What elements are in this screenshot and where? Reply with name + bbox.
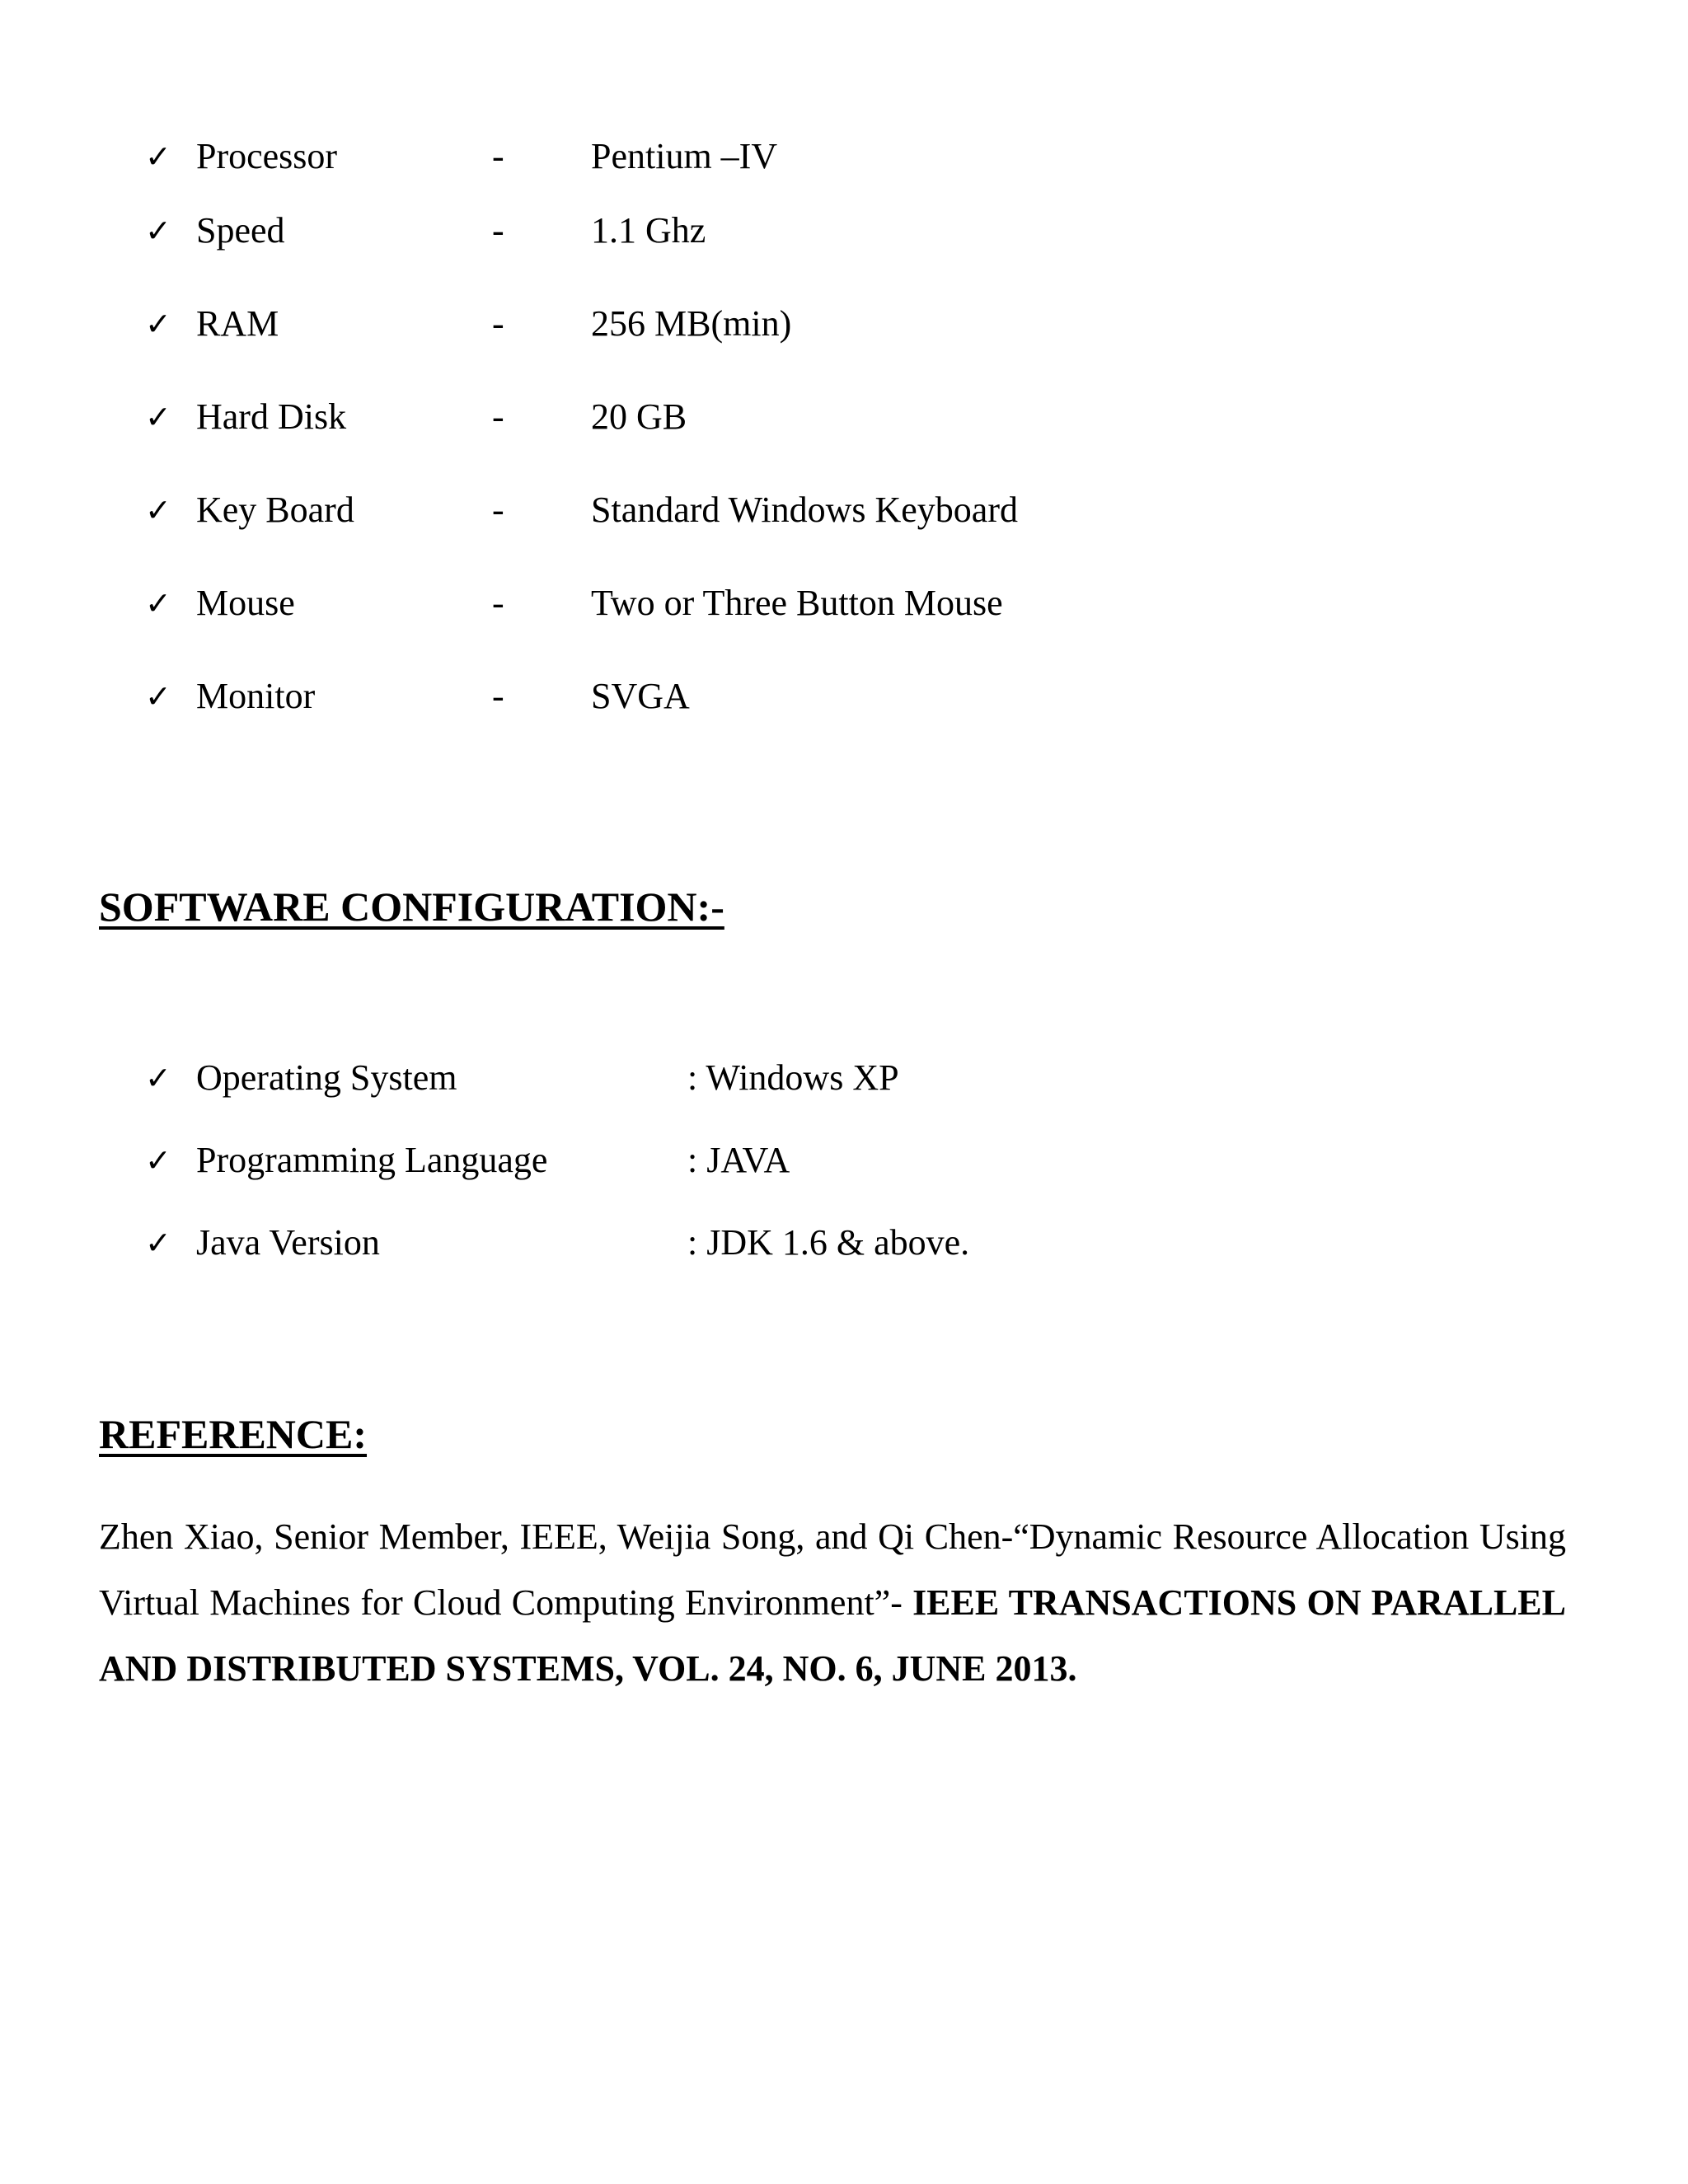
hardware-item [0, 394, 1688, 440]
hardware-item [0, 208, 1688, 254]
software-item [0, 1137, 1688, 1183]
hardware-item [0, 301, 1688, 347]
hardware-separator: - [492, 676, 504, 716]
hardware-separator: - [492, 583, 504, 623]
software-label: Java Version [196, 1222, 380, 1263]
checkmark-icon: ✓ [145, 1142, 171, 1179]
hardware-value: Standard Windows Keyboard [591, 490, 1018, 530]
hardware-label: RAM [196, 303, 279, 344]
hardware-label: Processor [196, 136, 338, 176]
checkmark-icon: ✓ [145, 678, 171, 715]
checkmark-icon: ✓ [145, 492, 171, 528]
hardware-value: 20 GB [591, 396, 687, 437]
software-heading: SOFTWARE CONFIGURATION:- [99, 883, 724, 930]
checkmark-icon: ✓ [145, 399, 171, 435]
hardware-label: Mouse [196, 583, 295, 623]
hardware-value: Pentium –IV [591, 136, 778, 176]
hardware-value: Two or Three Button Mouse [591, 583, 1003, 623]
checkmark-icon: ✓ [145, 213, 171, 249]
reference-heading: REFERENCE: [99, 1411, 368, 1457]
hardware-value: SVGA [591, 676, 690, 716]
software-value: : Windows XP [687, 1057, 899, 1098]
reference-citation [99, 1504, 1566, 1702]
hardware-item [0, 673, 1688, 719]
hardware-label: Speed [196, 210, 285, 251]
checkmark-icon: ✓ [145, 1225, 171, 1261]
software-value: : JDK 1.6 & above. [687, 1222, 970, 1263]
hardware-separator: - [492, 303, 504, 344]
hardware-separator: - [492, 490, 504, 530]
hardware-item [0, 487, 1688, 533]
hardware-value: 256 MB(min) [591, 303, 792, 344]
hardware-label: Monitor [196, 676, 316, 716]
hardware-separator: - [492, 396, 504, 437]
reference-journal: IEEE TRANSACTIONS ON PARALLEL AND DISTRIBUTED SYSTEMS, VOL. 24, NO. 6, JUNE 2013. [99, 1582, 1566, 1689]
software-value: : JAVA [687, 1140, 790, 1180]
checkmark-icon: ✓ [145, 306, 171, 342]
software-label: Programming Language [196, 1140, 548, 1180]
hardware-label: Key Board [196, 490, 354, 530]
reference-authors-title: Zhen Xiao, Senior Member, IEEE, Weijia Song, and Qi Chen-“Dynamic Resource Allocation Using Virtual Machines for Cloud Computing Environment”- [99, 1516, 1566, 1623]
hardware-separator: - [492, 136, 504, 176]
software-item [0, 1055, 1688, 1101]
checkmark-icon: ✓ [145, 1060, 171, 1096]
software-item [0, 1220, 1688, 1266]
hardware-value: 1.1 Ghz [591, 210, 706, 251]
hardware-label: Hard Disk [196, 396, 347, 437]
hardware-item [0, 580, 1688, 626]
checkmark-icon: ✓ [145, 585, 171, 621]
hardware-separator: - [492, 210, 504, 251]
hardware-item [0, 134, 1688, 180]
checkmark-icon: ✓ [145, 138, 171, 175]
software-label: Operating System [196, 1057, 457, 1098]
